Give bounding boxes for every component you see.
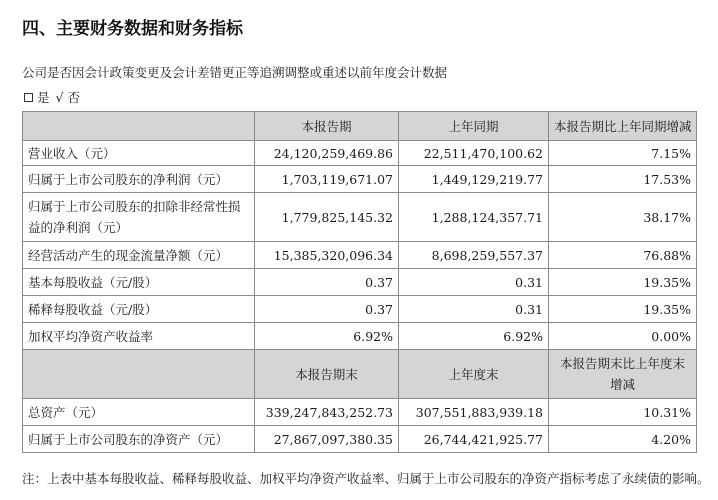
prior-value: 1,288,124,357.71: [399, 193, 549, 242]
option-no-label: 否: [67, 90, 80, 105]
prior-value: 8,698,259,557.37: [399, 242, 549, 269]
table-row: [23, 399, 697, 426]
change-value: 7.15%: [549, 141, 697, 166]
table-row: [23, 323, 697, 350]
change-value: 38.17%: [549, 193, 697, 242]
change-value: 10.31%: [549, 399, 697, 426]
row-label: 归属于上市公司股东的扣除非经常性损益的净利润（元）: [23, 193, 255, 242]
change-value: 19.35%: [549, 269, 697, 296]
table-row: [23, 296, 697, 323]
header-cell-empty: [23, 350, 255, 399]
table-row: [23, 242, 697, 269]
header-year-end-change: 本报告期末比上年度末增减: [549, 350, 697, 399]
table-row: [23, 141, 697, 166]
header-cell-empty: [23, 112, 255, 141]
financial-data-table: [22, 111, 697, 453]
header-period-end: 本报告期末: [255, 350, 399, 399]
row-label: 总资产（元）: [23, 399, 255, 426]
change-value: 19.35%: [549, 296, 697, 323]
row-label: 归属于上市公司股东的净资产（元）: [23, 426, 255, 453]
change-value: 76.88%: [549, 242, 697, 269]
table-row: [23, 426, 697, 453]
table-row: [23, 269, 697, 296]
change-value: 17.53%: [549, 166, 697, 193]
table-row: [23, 193, 697, 242]
table-row: [23, 166, 697, 193]
table-header-row: [23, 112, 697, 141]
header-prior-year-end: 上年度末: [399, 350, 549, 399]
current-value: 339,247,843,252.73: [255, 399, 399, 426]
row-label: 经营活动产生的现金流量净额（元）: [23, 242, 255, 269]
option-yes-label: 是: [37, 90, 50, 105]
current-value: 27,867,097,380.35: [255, 426, 399, 453]
prior-value: 1,449,129,219.77: [399, 166, 549, 193]
prior-value: 26,744,421,925.77: [399, 426, 549, 453]
current-value: 24,120,259,469.86: [255, 141, 399, 166]
row-label: 加权平均净资产收益率: [23, 323, 255, 350]
prior-value: 0.31: [399, 296, 549, 323]
header-period-change: 本报告期比上年同期增减: [549, 112, 697, 141]
header-current-period: 本报告期: [255, 112, 399, 141]
restatement-answer: [22, 88, 80, 106]
check-mark-icon: √: [55, 89, 64, 105]
change-value: 4.20%: [549, 426, 697, 453]
prior-value: 307,551,883,939.18: [399, 399, 549, 426]
current-value: 1,779,825,145.32: [255, 193, 399, 242]
header-prior-period: 上年同期: [399, 112, 549, 141]
prior-value: 22,511,470,100.62: [399, 141, 549, 166]
change-value: 0.00%: [549, 323, 697, 350]
current-value: 6.92%: [255, 323, 399, 350]
row-label: 营业收入（元）: [23, 141, 255, 166]
prior-value: 6.92%: [399, 323, 549, 350]
table-header-row: [23, 350, 697, 399]
yes-checkbox[interactable]: [24, 93, 33, 102]
current-value: 1,703,119,671.07: [255, 166, 399, 193]
row-label: 稀释每股收益（元/股）: [23, 296, 255, 323]
current-value: 15,385,320,096.34: [255, 242, 399, 269]
section-title: 四、主要财务数据和财务指标: [22, 19, 243, 39]
current-value: 0.37: [255, 269, 399, 296]
current-value: 0.37: [255, 296, 399, 323]
footnote: 注：上表中基本每股收益、稀释每股收益、加权平均净资产收益率、归属于上市公司股东的净资产指标考虑了永续债的影响。: [22, 471, 710, 486]
row-label: 归属于上市公司股东的净利润（元）: [23, 166, 255, 193]
restatement-question: 公司是否因会计政策变更及会计差错更正等追溯调整或重述以前年度会计数据: [22, 65, 448, 80]
row-label: 基本每股收益（元/股）: [23, 269, 255, 296]
prior-value: 0.31: [399, 269, 549, 296]
